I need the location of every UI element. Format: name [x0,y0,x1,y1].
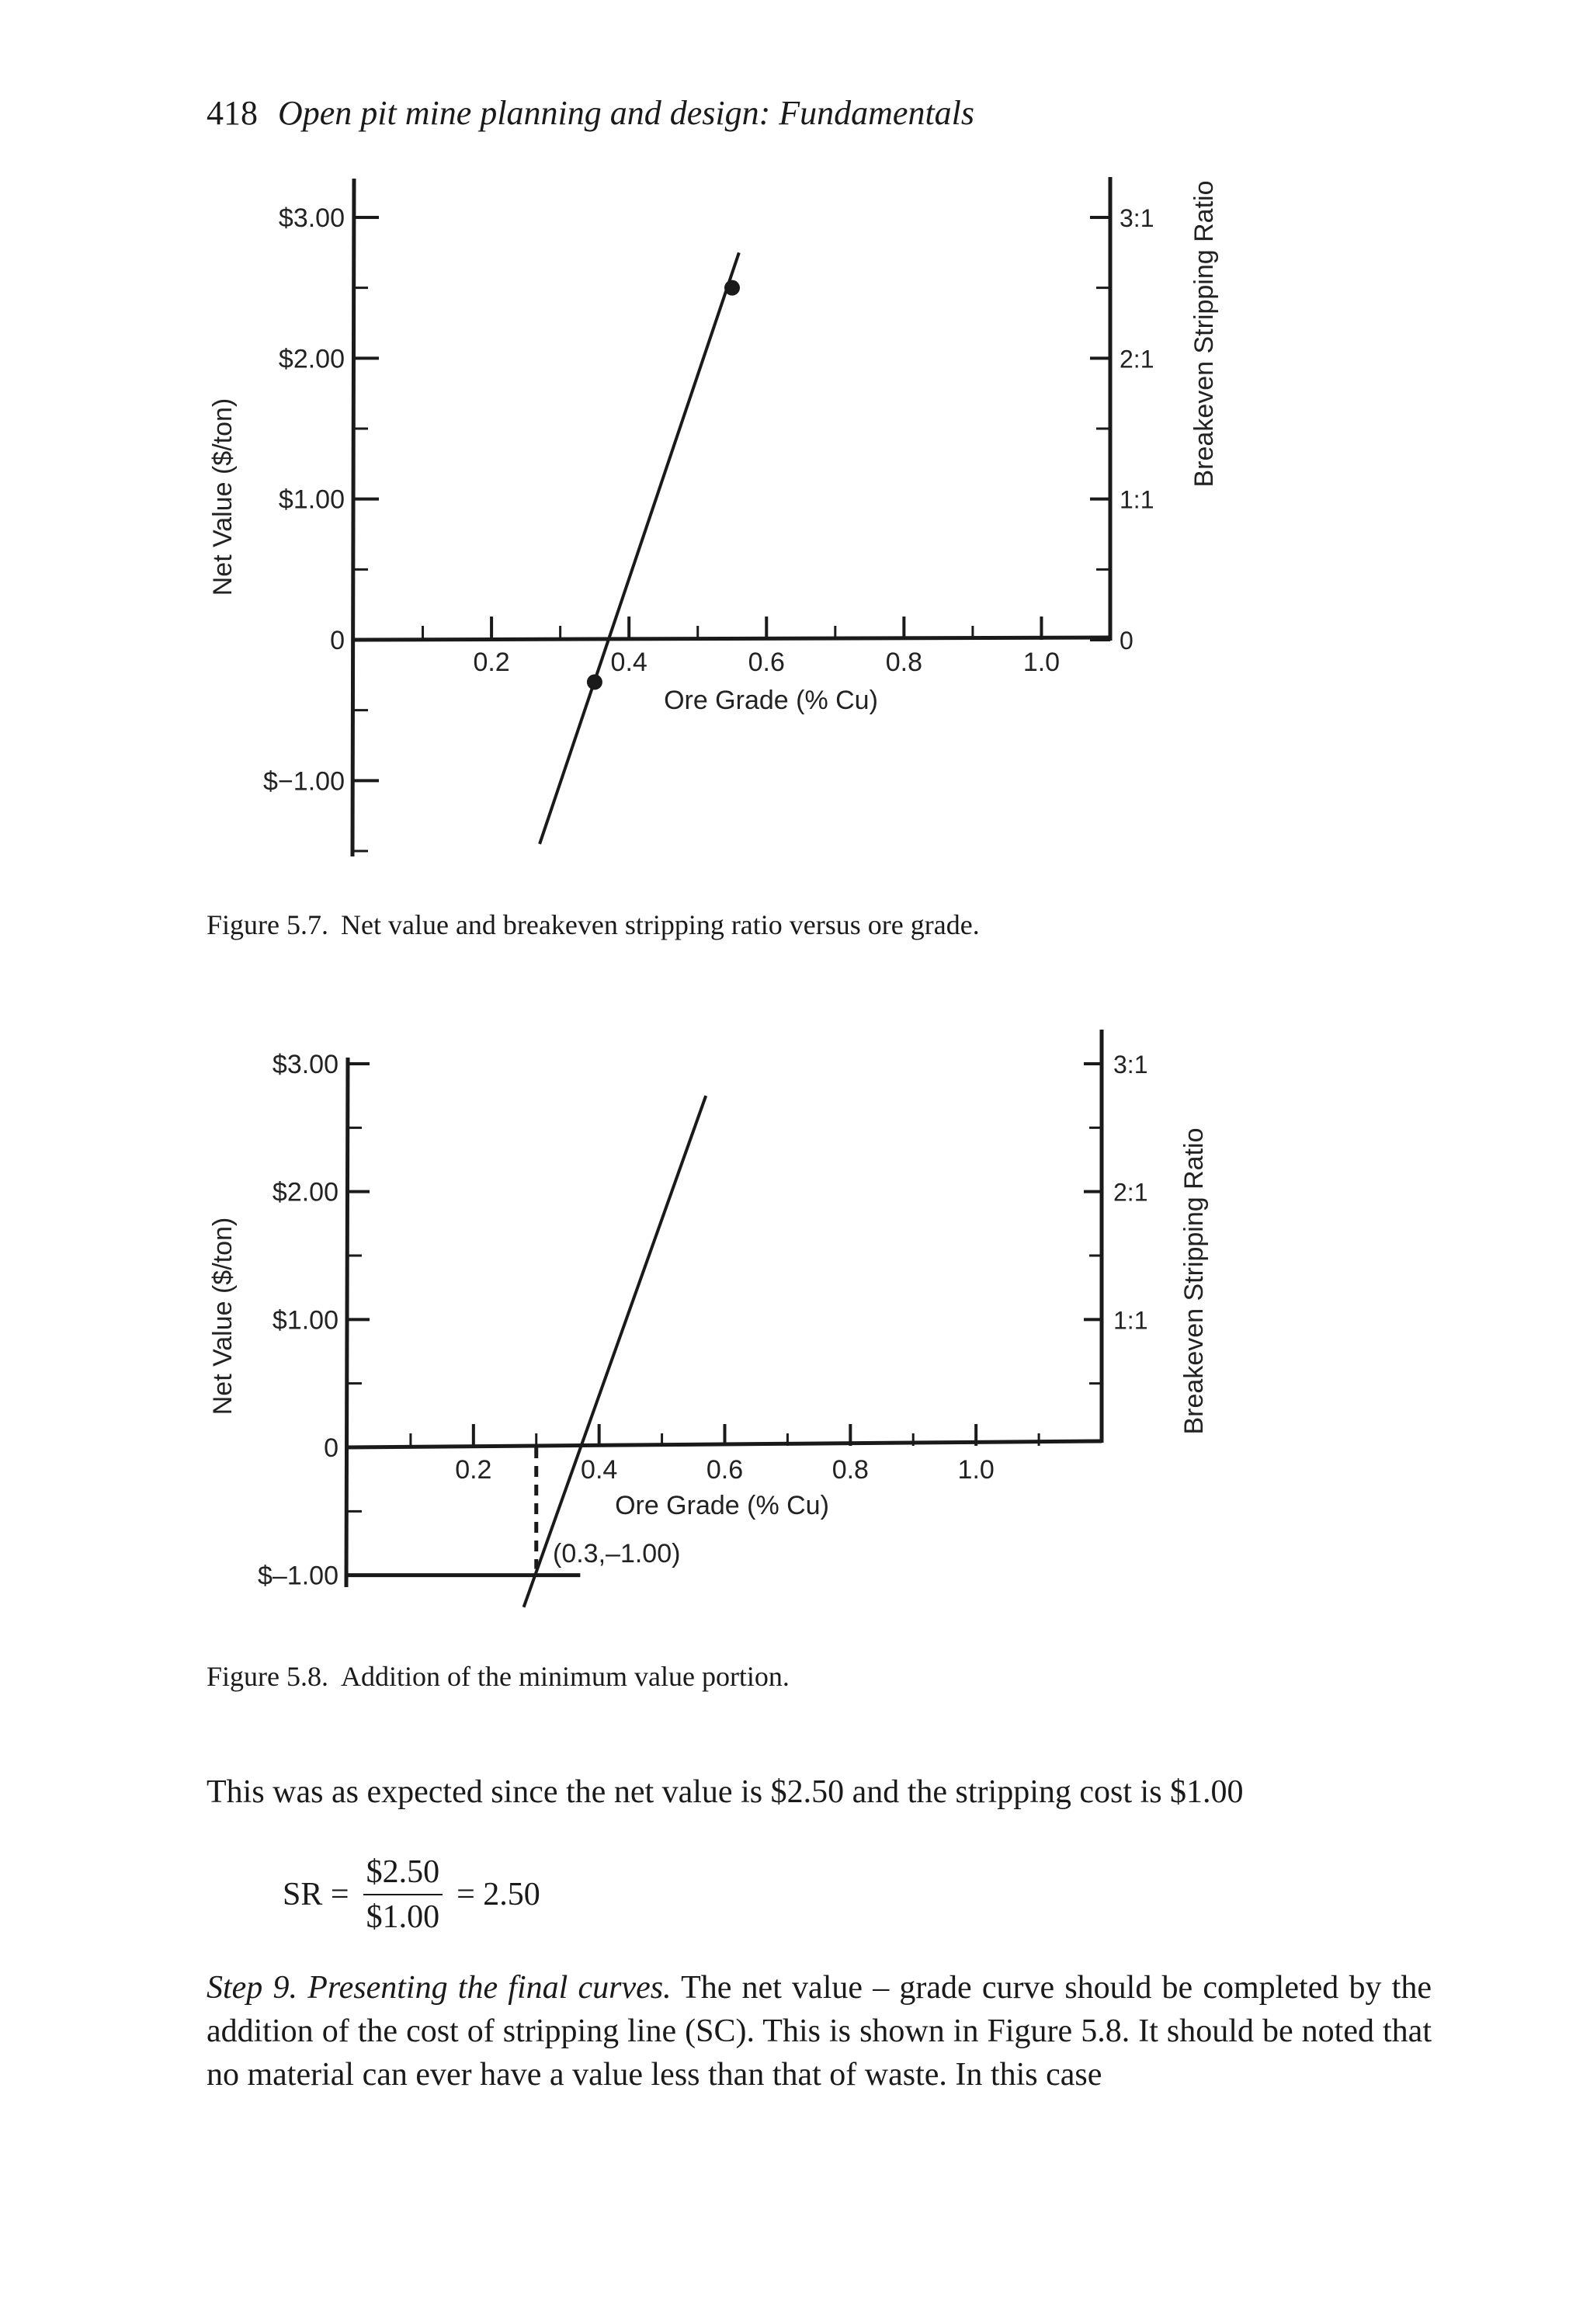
left-tick-label: $3.00 [272,1050,338,1079]
left-ticks [263,203,379,851]
equation-rhs: = 2.50 [457,1877,540,1912]
data-point [587,674,602,690]
caption-text: Net value and breakeven stripping ratio versus ore grade. [341,909,980,940]
caption-label: Figure 5.8. [207,1661,328,1692]
net-value-line [524,1096,706,1607]
step-paragraph [207,1966,1432,2096]
net-value-line [540,252,739,844]
left-tick-label: $–1.00 [258,1561,338,1591]
x-tick-label: 0.8 [831,1455,869,1485]
x-tick-label: 0.4 [581,1455,618,1485]
right-tick-label: 2:1 [1120,345,1154,373]
left-axis [346,1058,348,1587]
x-tick-label: 1.0 [1022,648,1061,677]
x-axis-label: Ore Grade (% Cu) [664,686,878,715]
x-tick-label: 0.2 [455,1455,492,1485]
right-tick-label: 0 [1120,627,1133,655]
right-ticks [1090,204,1154,655]
left-tick-label: 0 [324,1433,338,1463]
left-axis-label: Net Value ($/ton) [208,1217,238,1416]
equation-denominator: $1.00 [366,1899,440,1935]
book-title: Open pit mine planning and design: Fundamentals [278,94,975,132]
data-point [724,280,740,296]
equation-numerator: $2.50 [363,1853,443,1895]
left-tick-label: $1.00 [272,1305,338,1336]
left-ticks [258,1050,370,1591]
equation [283,1848,540,1941]
figure-5-7-chart [0,155,1590,870]
right-tick-label: 1:1 [1113,1306,1148,1335]
data-marks [540,252,740,844]
step-body: The net value – grade curve should be completed by the addition of the cost of stripping line (SC). This is shown in Figure 5.8. It should be noted that no material can ever have a value less than that of waste. In this case [207,1970,1432,2093]
right-tick-label: 2:1 [1113,1178,1148,1207]
equation-lhs: SR = [283,1877,349,1912]
x-axis-label: Ore Grade (% Cu) [615,1491,829,1520]
left-tick-label: $−1.00 [263,766,345,797]
equation-fraction [363,1853,443,1936]
right-ticks [1084,1051,1147,1384]
x-tick-label: 0.8 [885,648,922,677]
x-tick-label: 0.2 [473,648,510,677]
x-ticks [423,617,1061,677]
figure-5-8-chart [0,1009,1590,1631]
left-tick-label: $3.00 [278,203,345,233]
left-tick-label: $2.00 [278,344,345,374]
running-head [207,93,974,133]
x-tick-label: 0.4 [610,648,647,677]
x-axis [354,637,1110,640]
step-heading: Step 9. Presenting the final curves. [207,1970,672,2006]
caption-label: Figure 5.7. [207,909,328,940]
figure-5-8-caption [207,1660,790,1693]
right-tick-label: 1:1 [1120,485,1154,514]
x-tick-label: 1.0 [957,1455,995,1485]
caption-text: Addition of the minimum value portion. [341,1661,790,1692]
right-axis-label: Breakeven Stripping Ratio [1189,180,1219,488]
left-axis-label: Net Value ($/ton) [208,398,238,596]
left-tick-label: 0 [330,626,345,655]
x-tick-label: 0.6 [706,1455,744,1485]
x-ticks [411,1424,1039,1485]
right-tick-label: 3:1 [1120,204,1154,232]
data-marks [348,1096,706,1607]
point-annotation: (0.3,–1.00) [553,1539,681,1568]
left-tick-label: $2.00 [272,1177,338,1207]
paragraph: This was as expected since the net value is $2.50 and the stripping cost is $1.00 [207,1774,1244,1810]
x-tick-label: 0.6 [748,648,785,677]
left-axis [352,179,354,856]
figure-5-7-caption [207,908,980,941]
right-axis-label: Breakeven Stripping Ratio [1179,1127,1209,1435]
page-number: 418 [207,94,258,132]
right-tick-label: 3:1 [1113,1051,1148,1079]
left-tick-label: $1.00 [278,485,345,515]
